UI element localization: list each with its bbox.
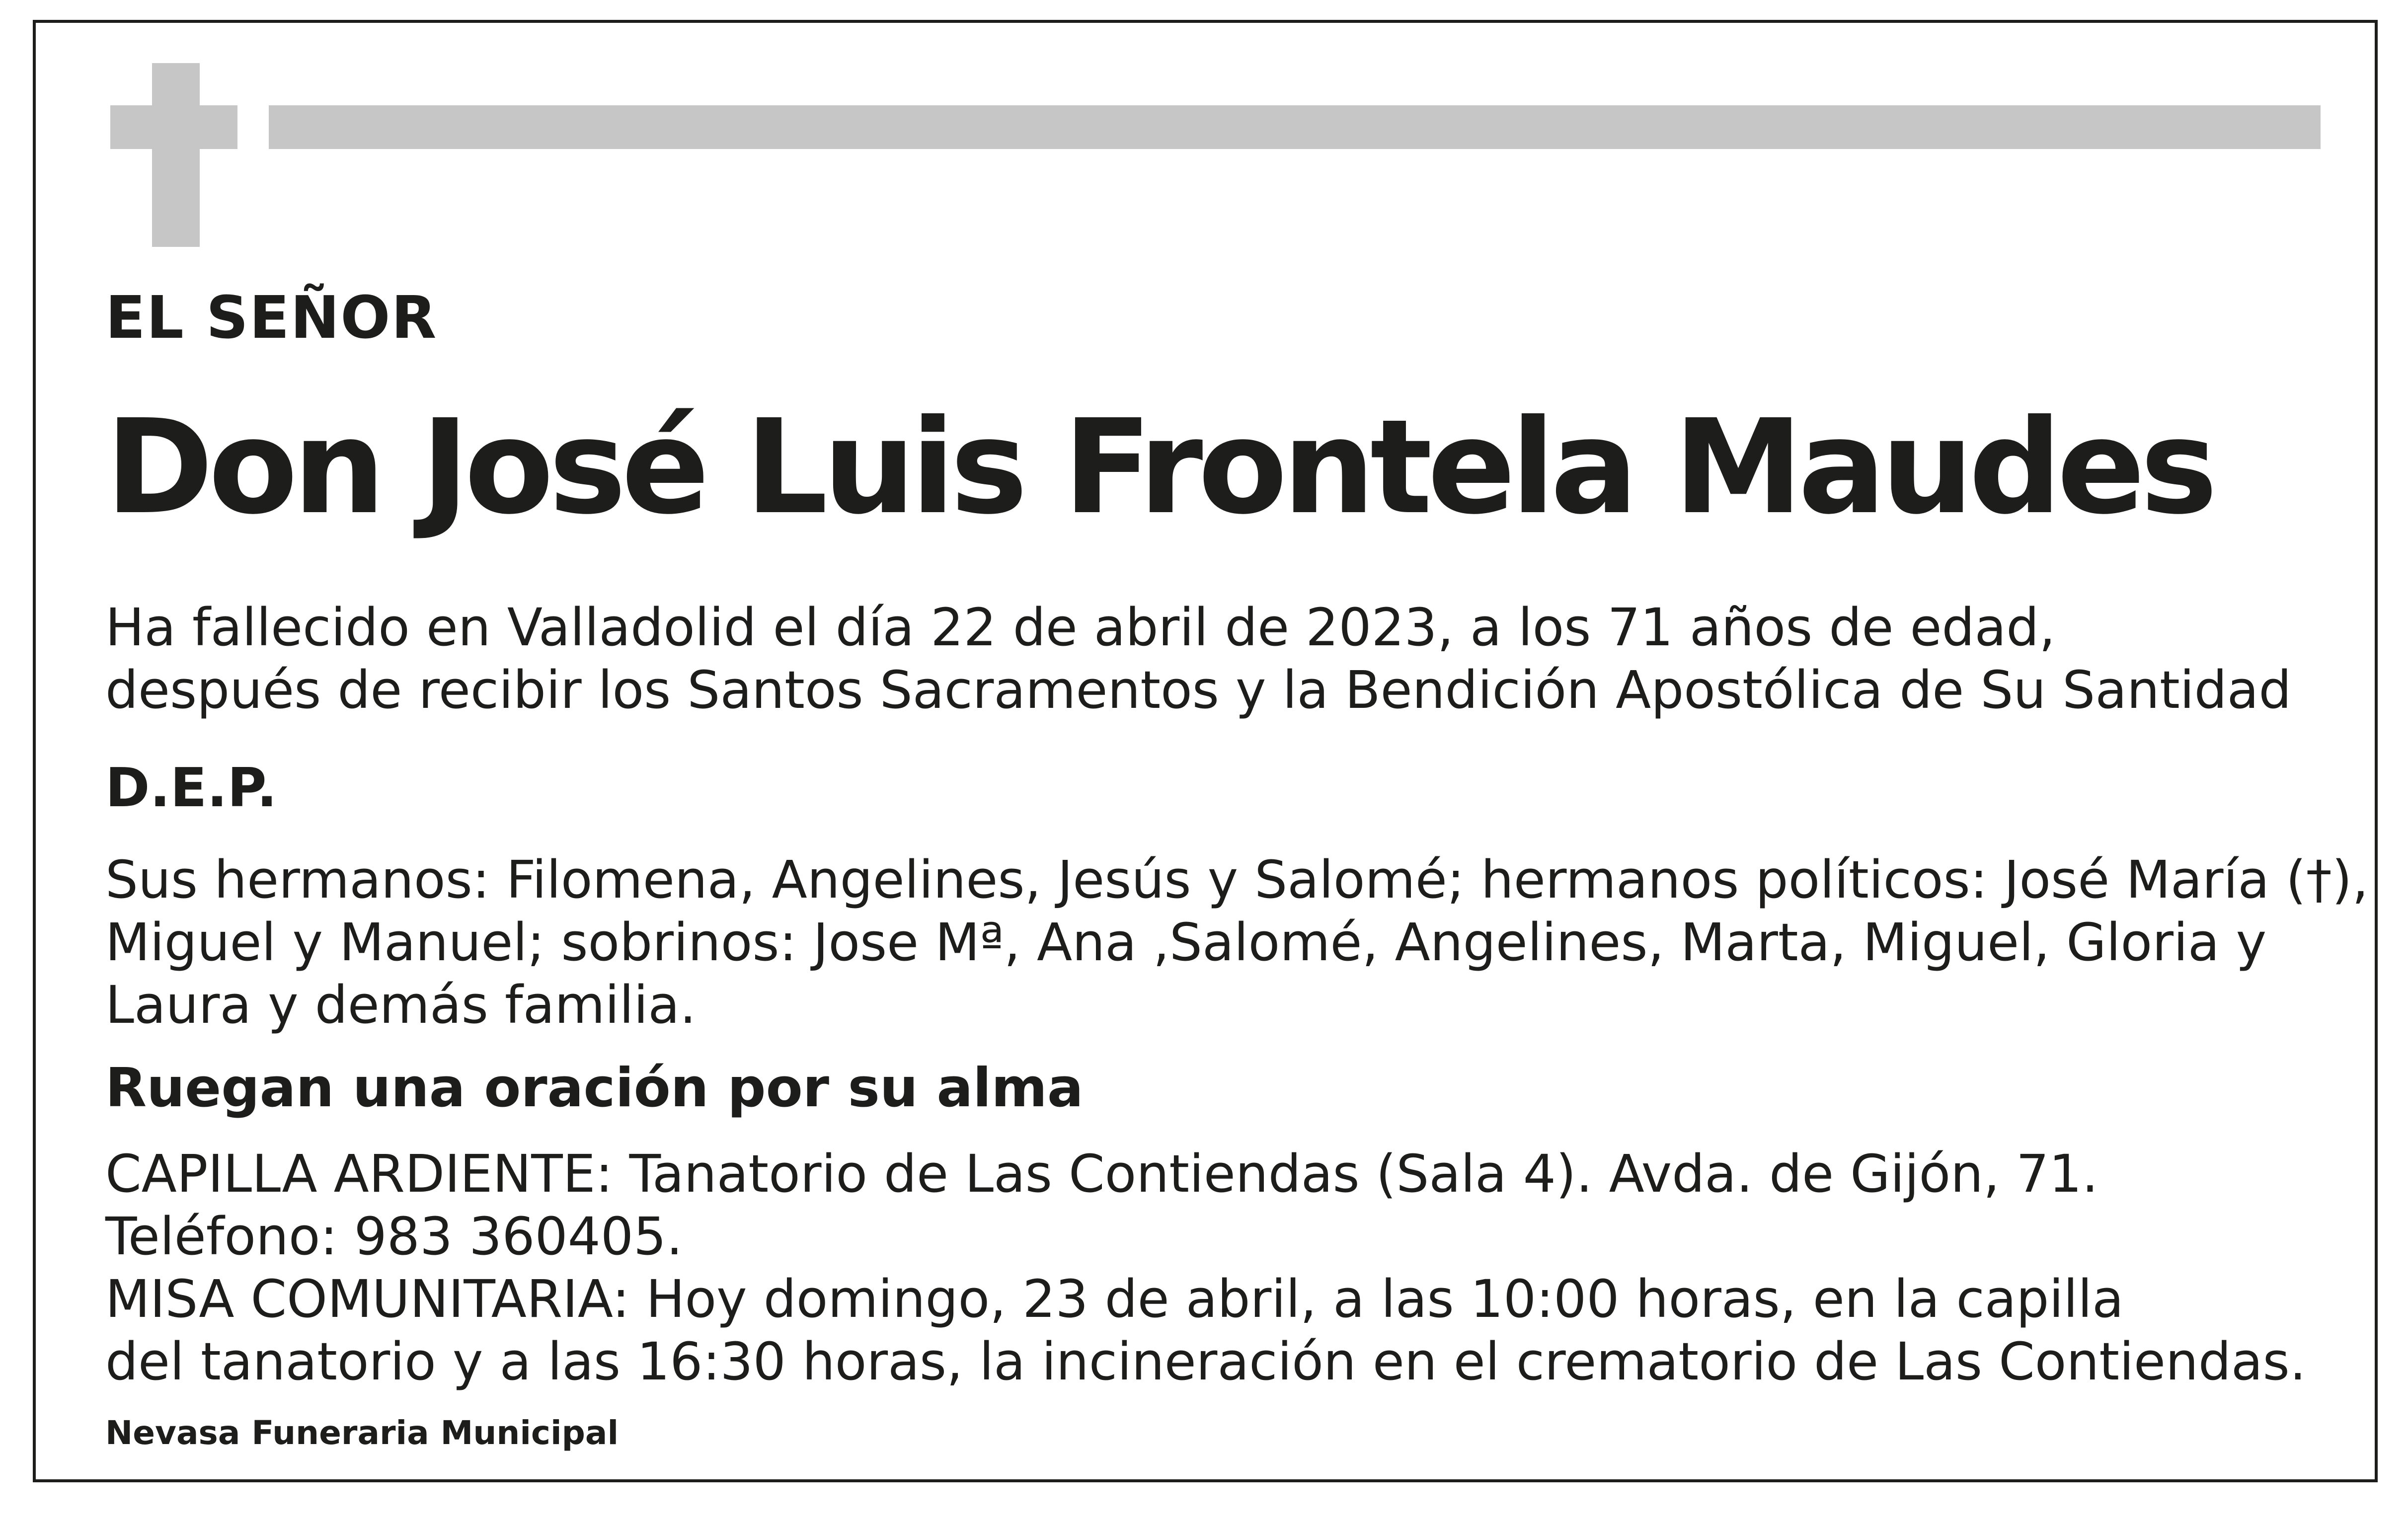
family-line: Miguel y Manuel; sobrinos: Jose Mª, Ana ,Salomé, Angelines, Marta, Miguel, Gloria y bbox=[105, 912, 2267, 973]
detail-line: MISA COMUNITARIA: Hoy domingo, 23 de abril, a las 10:00 horas, en la capilla bbox=[105, 1269, 2124, 1329]
death-announcement bbox=[105, 596, 2291, 721]
death-line: Ha fallecido en Valladolid el día 22 de abril de 2023, a los 71 años de edad, bbox=[105, 597, 2056, 658]
detail-line: del tanatorio y a las 16:30 horas, la incineración en el crematorio de Las Contiendas. bbox=[105, 1331, 2306, 1392]
cross-horizontal-bar bbox=[110, 105, 237, 149]
detail-line: Teléfono: 983 360405. bbox=[105, 1206, 683, 1267]
family-line: Laura y demás familia. bbox=[105, 975, 697, 1035]
death-line: después de recibir los Santos Sacramentos y la Bendición Apostólica de Su Santidad bbox=[105, 660, 2292, 720]
cross-vertical-bar bbox=[152, 63, 200, 247]
ceremony-details bbox=[105, 1143, 2306, 1393]
rip-label: D.E.P. bbox=[105, 757, 277, 819]
header-rule bbox=[269, 105, 2321, 149]
salutation: EL SEÑOR bbox=[105, 283, 438, 352]
detail-line: CAPILLA ARDIENTE: Tanatorio de Las Contiendas (Sala 4). Avda. de Gijón, 71. bbox=[105, 1144, 2098, 1204]
prayer-request: Ruegan una oración por su alma bbox=[105, 1057, 1084, 1119]
deceased-name: Don José Luis Frontela Maudes bbox=[105, 391, 2213, 543]
family-list bbox=[105, 848, 2368, 1036]
funeral-home: Nevasa Funeraria Municipal bbox=[105, 1414, 619, 1452]
family-line: Sus hermanos: Filomena, Angelines, Jesús y Salomé; hermanos políticos: José María (†), bbox=[105, 849, 2369, 910]
